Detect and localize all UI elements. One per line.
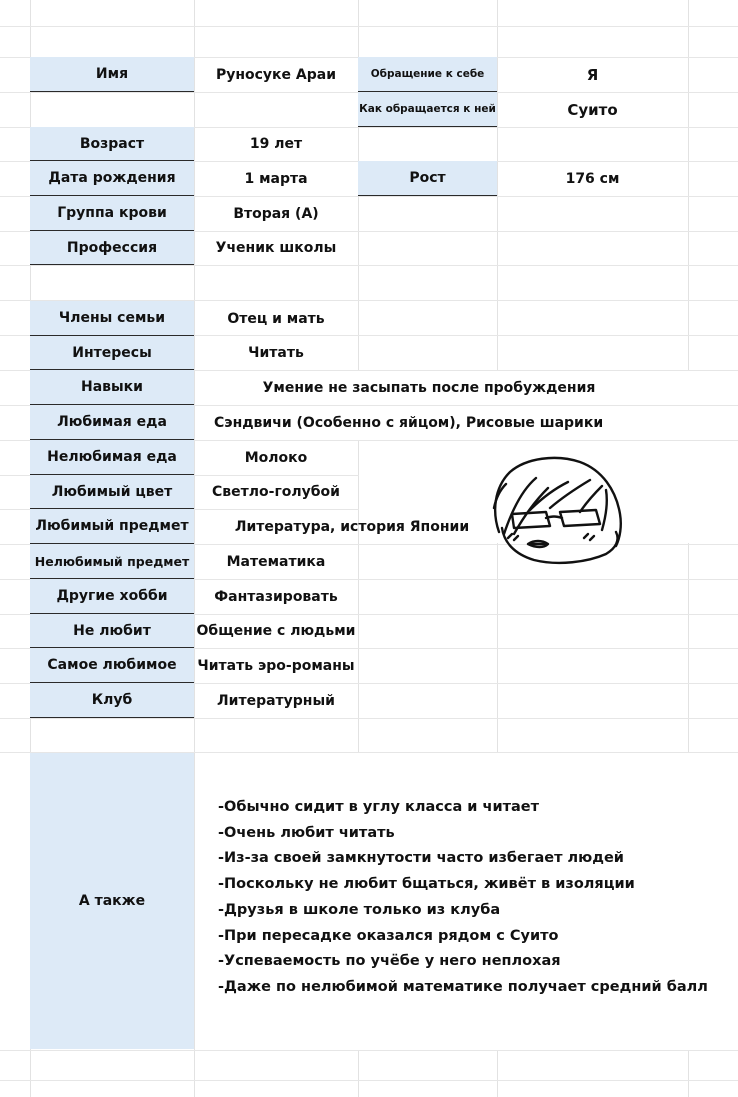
other-hobbies-label: Другие хобби — [30, 579, 194, 614]
disliked-food-value: Молоко — [244, 449, 308, 466]
disliked-subject-value: Математика — [226, 553, 326, 570]
interests-label: Интересы — [30, 336, 194, 370]
birthday-label: Дата рождения — [30, 161, 194, 196]
profession-label: Профессия — [30, 231, 194, 265]
disliked-food-label: Нелюбимая еда — [30, 440, 194, 475]
family-value: Отец и мать — [227, 310, 325, 327]
age-value: 19 лет — [249, 136, 303, 152]
note-line: -Из-за своей замкнутости часто избегает людей — [218, 850, 624, 867]
birthday-value: 1 марта — [244, 170, 308, 187]
chibi-character-illustration — [484, 450, 629, 565]
dislikes-value: Общение с людьми — [196, 623, 356, 639]
note-line: -Очень любит читать — [218, 824, 395, 841]
club-label: Клуб — [30, 683, 194, 718]
skills-value: Умение не засыпать после пробуждения — [262, 379, 596, 396]
favorite-subject-value: Литература, история Японии — [234, 518, 470, 535]
favorite-food-label: Любимая еда — [30, 405, 194, 440]
note-line: -Успеваемость по учёбе у него неплохая — [218, 953, 561, 970]
note-line: -Поскольку не любит бщаться, живёт в изоляции — [218, 876, 635, 893]
favorite-subject-label: Любимый предмет — [30, 509, 194, 544]
skills-label: Навыки — [30, 370, 194, 405]
note-line: -При пересадке оказался рядом с Суито — [218, 927, 559, 944]
name-value: Руносуке Араи — [215, 66, 337, 83]
notes-label: А также — [30, 753, 194, 1049]
dislikes-label: Не любит — [30, 614, 194, 648]
notes-list — [218, 795, 708, 1001]
most-loved-label: Самое любимое — [30, 648, 194, 683]
blood-type-label: Группа крови — [30, 196, 194, 231]
self-reference-value: Я — [586, 65, 599, 84]
blood-type-value: Вторая (А) — [233, 205, 319, 222]
other-hobbies-value: Фантазировать — [214, 588, 338, 605]
address-label: Как обращается к ней — [358, 92, 497, 127]
club-value: Литературный — [217, 692, 335, 709]
favorite-food-value: Сэндвичи (Особенно с яйцом), Рисовые шарики — [214, 414, 604, 431]
height-value: 176 см — [565, 170, 620, 187]
address-value: Суито — [567, 100, 618, 119]
name-label: Имя — [30, 57, 194, 92]
note-line: -Друзья в школе только из клуба — [218, 901, 501, 918]
profession-value: Ученик школы — [215, 240, 337, 256]
interests-value: Читать — [248, 345, 304, 361]
note-line: -Даже по нелюбимой математике получает средний балл — [218, 978, 708, 995]
family-label: Члены семьи — [30, 301, 194, 336]
height-label: Рост — [358, 161, 497, 196]
favorite-color-value: Светло-голубой — [212, 484, 340, 500]
self-reference-label: Обращение к себе — [358, 57, 497, 92]
age-label: Возраст — [30, 127, 194, 161]
note-line: -Обычно сидит в углу класса и читает — [218, 799, 540, 815]
disliked-subject-label: Нелюбимый предмет — [30, 544, 194, 579]
favorite-color-label: Любимый цвет — [30, 475, 194, 509]
most-loved-value: Читать эро-романы — [197, 657, 355, 674]
